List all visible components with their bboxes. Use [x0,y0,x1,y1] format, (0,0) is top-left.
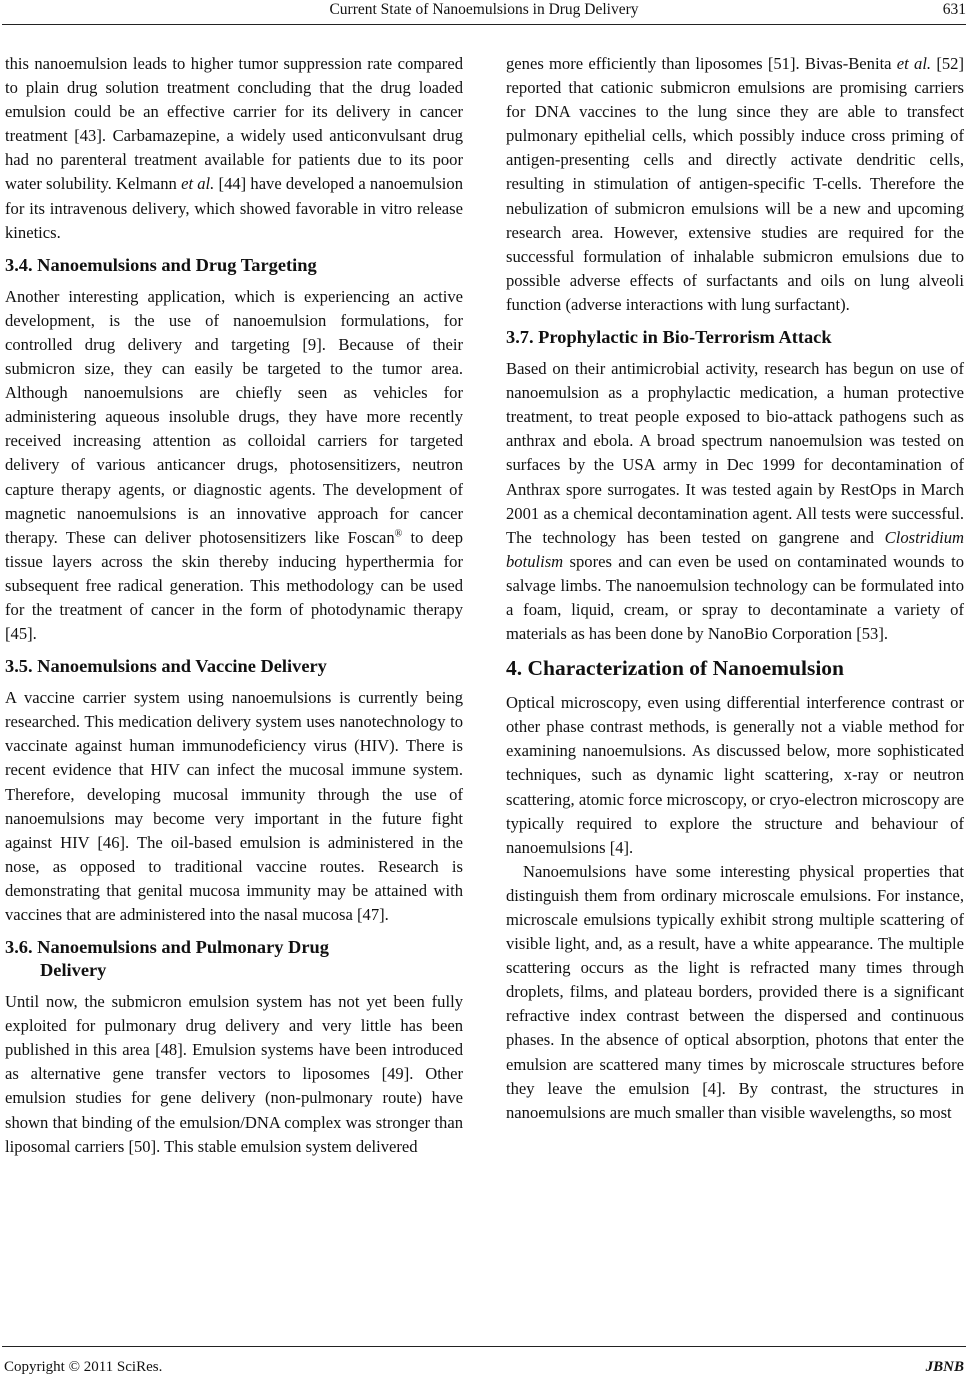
page-header [0,0,968,26]
header-rule [2,24,966,25]
text-run: [44] have developed a nanoemulsion for its intravenous delivery, which showed favorable in vitro release kinetics. [5,174,463,242]
italic-et-al: et al. [181,174,215,194]
heading-line: Delivery [40,960,107,981]
section-heading-4: 4. Characterization of Nanoemulsion [506,656,844,681]
footer-rule [2,1346,966,1347]
paragraph-4-b: Nanoemulsions have some interesting physical properties that distinguish them from ordinary microscale emulsions. For instance, microscale emulsions typically exhibit strong multiple scattering of visible light, and, as a result, have a white appearance. The multiple scattering occurs as the light is refracted many times through droplets, films, and plateau borders, provided there is a significant refractive index contrast between the dispersed and continuous phases. In the absence of optical absorption, photons that enter the emulsion are scattered many times by microscale structures before they leave the emulsion [4]. By contrast, the structures in nanoemulsions are much smaller than visible wavelengths, so most [506,861,964,1122]
paragraph-3-6: Until now, the submicron emulsion system has not yet been fully exploited for pulmonary drug delivery and very little has been published in this area [48]. Emulsion systems have been introduced as alternative gene transfer vectors to liposomes [49]. Other emulsion studies for gene delivery (non-pulmonary route) have shown that binding of the emulsion/DNA complex was stronger than liposomal carriers [50]. This stable emulsion system delivered [5,992,463,1156]
page-number: 631 [942,1,966,18]
text-run: Based on their antimicrobial activity, research has begun on use of nanoemulsion as a prophylactic medication, a human protective treatment, to treat people exposed to bio-attack pathogens such as anthrax and ebola. A broad spectrum nanoemulsion was tested on surfaces by the USA army in Dec 1999 for decontamination of Anthrax spore surrogates. It was tested again by RestOps in March 2001 as a chemical decontamination agent. All tests were successful. The technology has been tested on gangrene and [506,359,964,547]
paragraph-continued [506,52,964,317]
text-run: Another interesting application, which is experiencing an active development, is the use of nanoemulsion formulations, for controlled drug delivery and targeting [9]. Because of their submicron size, they can easily be targeted to the tumor area. Although nanoemulsions are chiefly seen as vehicles for administering aqueous insoluble drugs, they have more recently received increasing attention as colloidal carriers for targeted delivery of various anticancer drugs, photosensitizers, neutron capture therapy agents, or diagnostic agents. The development of magnetic nanoemulsions is an innovative approach for cancer therapy. These can deliver photosensitizers like Foscan [5,286,463,547]
text-run: genes more efficiently than liposomes [51]. Bivas-Benita [506,54,892,73]
text-run: this nanoemulsion leads to higher tumor suppression rate compared to plain drug solution treatment concluding that the drug loaded emulsion could be an effective carrier for its delivery in cancer treatment [43]. Carbamazepine, a widely used anticonvulsant drug had no parenteral treatment available for patients due to its poor water solubility. Kelmann [5,54,463,194]
page-footer [0,1346,968,1386]
section-heading-3-5: 3.5. Nanoemulsions and Vaccine Delivery [5,656,327,677]
right-column [506,52,964,1125]
heading-line: 3.6. Nanoemulsions and Pulmonary Drug [5,937,329,958]
italic-species: Clostridium botulism [506,527,964,571]
section-heading-3-4: 3.4. Nanoemulsions and Drug Targeting [5,254,317,275]
paragraph-3-5: A vaccine carrier system using nanoemulsions is currently being researched. This medication delivery system uses nanotechnology to vaccinate against human immunodeficiency virus (HIV). There is recent evidence that HIV can infect the mucosal immune system. Therefore, developing mucosal immunity through the use of nanoemulsions may become very important in the future fight against HIV [46]. The oil-based emulsion is administered in the nose, as opposed to traditional vaccine routes. Research is demonstrating that genital mucosa immunity may be attained with vaccines that are administered into the nasal mucosa [47]. [5,688,463,924]
text-run: to deep tissue layers across the skin thereby inducing hyperthermia for subsequent free radical generation. This methodology can be used for the treatment of cancer in the form of photodynamic therapy [45]. [5,527,463,644]
journal-name: JBNB [925,1359,964,1375]
paragraph-4-a: Optical microscopy, even using differential interference contrast or other phase contrast methods, is generally not a viable method for examining nanoemulsions. As discussed below, more sophisticated techniques, such as dynamic light scattering, x-ray or neutron scattering, atomic force microscopy, or cryo-electron microscopy are typically required to explore the structure and behaviour of nanoemulsions [4]. [506,693,964,857]
left-column [5,52,463,1159]
section-heading-3-6 [5,936,463,982]
paragraph-3-4 [5,285,463,646]
copyright: Copyright © 2011 SciRes. [4,1359,163,1375]
registered-mark: ® [394,528,403,540]
paragraph-3-7 [506,357,964,646]
italic-et-al: et al. [896,54,932,73]
running-title: Current State of Nanoemulsions in Drug Delivery [329,1,639,18]
paragraph-intro [5,52,463,245]
section-heading-3-7: 3.7. Prophylactic in Bio-Terrorism Attack [506,327,832,348]
text-run: [52] reported that cationic submicron emulsions are promising carriers for DNA vaccines to the lung since they are able to transfect pulmonary epithelial cells, which possibly induce cross priming of antigen-presenting cells and directly activate dendritic cells, resulting in stimulation of antigen-specific T-cells. Therefore the nebulization of submicron emulsions will be a new and upcoming research area. However, extensive studies are required for the successful formulation of inhalable submicron emulsions due to possible adverse effects of surfactants and oils on lung alveoli function (adverse interactions with lung surfactant). [506,54,964,314]
text-run: spores and can even be used on contaminated wounds to salvage limbs. The nanoemulsion technology can be formulated into a foam, liquid, cream, or spray to decontaminate a variety of materials as has been done by NanoBio Corporation [53]. [506,551,964,644]
